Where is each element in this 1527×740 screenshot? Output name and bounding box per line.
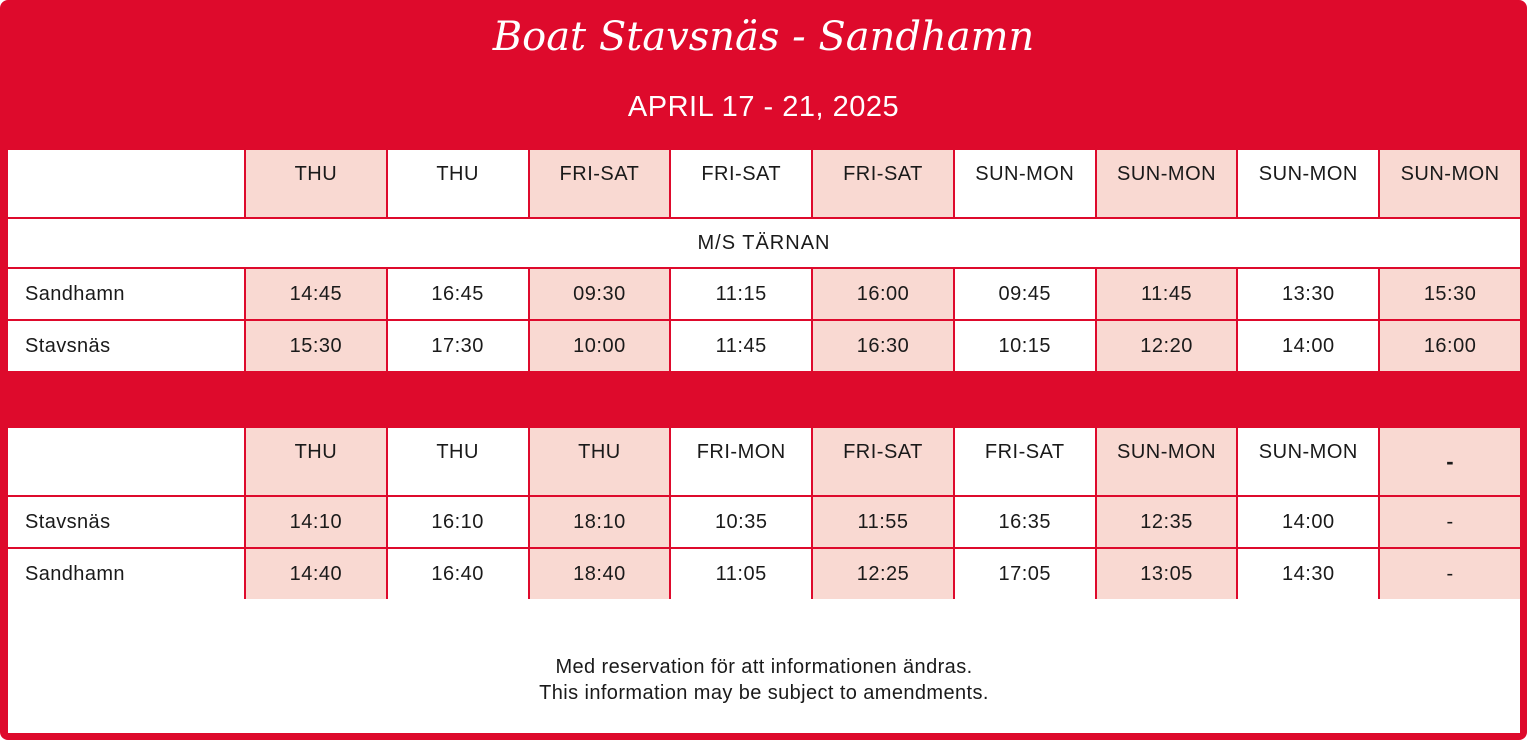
stop-label: Sandhamn	[8, 549, 244, 599]
departure-time: 16:45	[388, 269, 528, 319]
day-header: THU	[530, 428, 670, 495]
timetable-sandhamn-stavsnas	[8, 150, 1520, 371]
departure-time: 14:45	[246, 269, 386, 319]
day-header: THU	[388, 428, 528, 495]
arrival-time: 14:30	[1238, 549, 1378, 599]
day-header: FRI-SAT	[813, 428, 953, 495]
departure-time: 16:10	[388, 497, 528, 547]
arrival-time: 10:00	[530, 321, 670, 371]
stop-label: Sandhamn	[8, 269, 244, 319]
departure-time: 12:35	[1097, 497, 1237, 547]
day-header: SUN-MON	[1097, 150, 1237, 217]
day-header: FRI-SAT	[813, 150, 953, 217]
day-header: THU	[246, 150, 386, 217]
arrival-time: 14:40	[246, 549, 386, 599]
departure-time: 14:10	[246, 497, 386, 547]
timetable-stavsnas-sandhamn	[8, 428, 1520, 599]
arrival-time: 17:30	[388, 321, 528, 371]
departure-time: 10:35	[671, 497, 811, 547]
disclaimer-swedish: Med reservation för att informationen ändras.	[555, 656, 973, 678]
departure-time: 11:45	[1097, 269, 1237, 319]
disclaimer-english: This information may be subject to amendments.	[539, 682, 989, 704]
disclaimer	[8, 599, 1520, 733]
arrival-time: 11:45	[671, 321, 811, 371]
arrival-time: 15:30	[246, 321, 386, 371]
arrival-time: 13:05	[1097, 549, 1237, 599]
vessel-name: M/S TÄRNAN	[8, 219, 1520, 267]
day-header: -	[1380, 428, 1520, 495]
day-header: SUN-MON	[955, 150, 1095, 217]
arrival-time: 17:05	[955, 549, 1095, 599]
departure-time: 11:55	[813, 497, 953, 547]
day-header: FRI-SAT	[955, 428, 1095, 495]
arrival-time: 16:30	[813, 321, 953, 371]
departure-time: 15:30	[1380, 269, 1520, 319]
departure-time: 16:35	[955, 497, 1095, 547]
header-corner	[8, 428, 244, 495]
day-header: FRI-MON	[671, 428, 811, 495]
departure-time: 09:30	[530, 269, 670, 319]
arrival-time: 16:40	[388, 549, 528, 599]
stop-label: Stavsnäs	[8, 497, 244, 547]
departure-time: 16:00	[813, 269, 953, 319]
departure-time: 14:00	[1238, 497, 1378, 547]
day-header: SUN-MON	[1238, 150, 1378, 217]
date-range: APRIL 17 - 21, 2025	[627, 91, 900, 123]
departure-time: 18:10	[530, 497, 670, 547]
stop-label: Stavsnäs	[8, 321, 244, 371]
arrival-time: 12:25	[813, 549, 953, 599]
day-header: FRI-SAT	[671, 150, 811, 217]
day-header: SUN-MON	[1097, 428, 1237, 495]
day-header: THU	[246, 428, 386, 495]
arrival-time: 11:05	[671, 549, 811, 599]
arrival-time: -	[1380, 549, 1520, 599]
arrival-time: 14:00	[1238, 321, 1378, 371]
timetable-title: Boat Stavsnäs - Sandhamn	[492, 14, 1035, 60]
arrival-time: 18:40	[530, 549, 670, 599]
departure-time: 11:15	[671, 269, 811, 319]
departure-time: 09:45	[955, 269, 1095, 319]
day-header: SUN-MON	[1238, 428, 1378, 495]
departure-time: -	[1380, 497, 1520, 547]
arrival-time: 16:00	[1380, 321, 1520, 371]
day-header: FRI-SAT	[530, 150, 670, 217]
day-header: SUN-MON	[1380, 150, 1520, 217]
day-header: THU	[388, 150, 528, 217]
arrival-time: 10:15	[955, 321, 1095, 371]
arrival-time: 12:20	[1097, 321, 1237, 371]
header-corner	[8, 150, 244, 217]
departure-time: 13:30	[1238, 269, 1378, 319]
